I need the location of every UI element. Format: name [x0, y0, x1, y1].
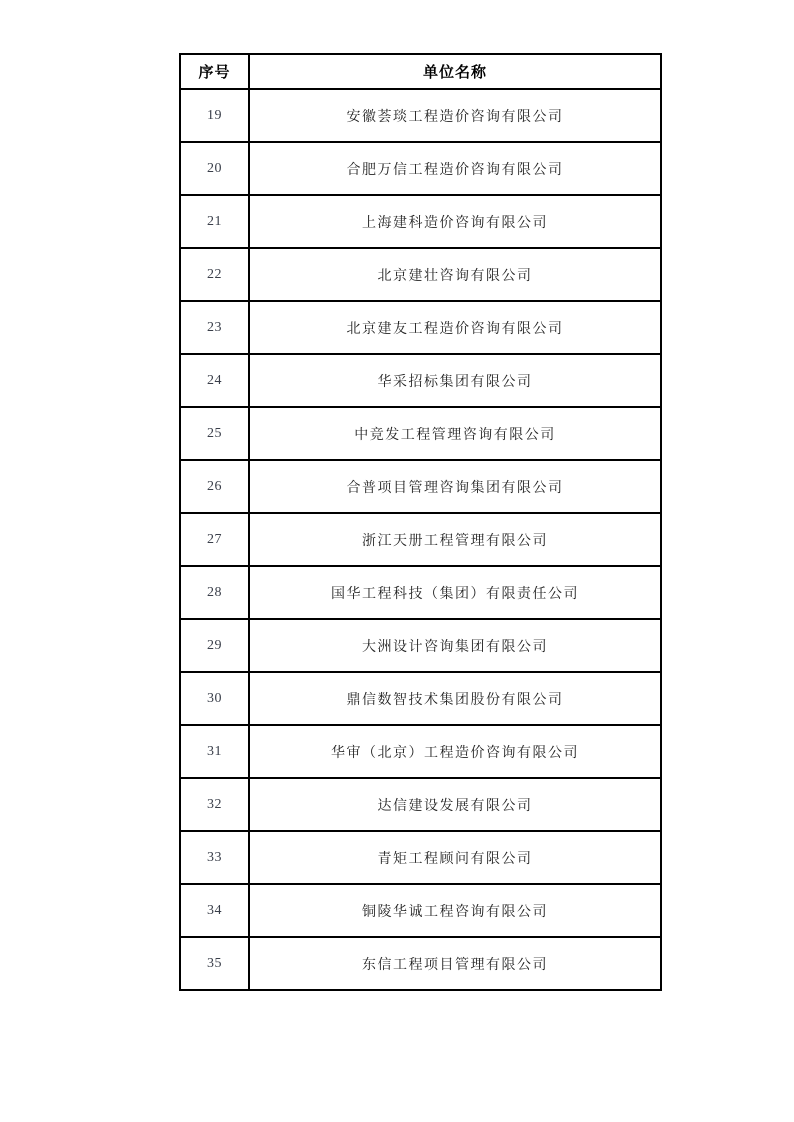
company-name-cell: 上海建科造价咨询有限公司	[249, 195, 661, 248]
company-name-cell: 国华工程科技（集团）有限责任公司	[249, 566, 661, 619]
company-name-cell: 东信工程项目管理有限公司	[249, 937, 661, 990]
company-name-cell: 安徽荟琰工程造价咨询有限公司	[249, 89, 661, 142]
table-row	[180, 301, 661, 354]
row-index-cell: 24	[180, 354, 249, 407]
company-name-cell: 华审（北京）工程造价咨询有限公司	[249, 725, 661, 778]
row-index-cell: 20	[180, 142, 249, 195]
table-row	[180, 619, 661, 672]
row-index-cell: 28	[180, 566, 249, 619]
row-index-cell: 19	[180, 89, 249, 142]
company-name-cell: 青矩工程顾问有限公司	[249, 831, 661, 884]
row-index-cell: 30	[180, 672, 249, 725]
row-index-cell: 21	[180, 195, 249, 248]
company-table	[179, 53, 662, 991]
table-row	[180, 89, 661, 142]
row-index-cell: 25	[180, 407, 249, 460]
table-row	[180, 248, 661, 301]
company-name-cell: 华采招标集团有限公司	[249, 354, 661, 407]
table-row	[180, 566, 661, 619]
table-row	[180, 354, 661, 407]
row-index-cell: 33	[180, 831, 249, 884]
row-index-cell: 35	[180, 937, 249, 990]
table-row	[180, 195, 661, 248]
company-name-cell: 铜陵华诚工程咨询有限公司	[249, 884, 661, 937]
column-header-name: 单位名称	[249, 54, 661, 89]
company-name-cell: 鼎信数智技术集团股份有限公司	[249, 672, 661, 725]
row-index-cell: 32	[180, 778, 249, 831]
table-header-row	[180, 54, 661, 89]
company-name-cell: 北京建壮咨询有限公司	[249, 248, 661, 301]
table-row	[180, 831, 661, 884]
row-index-cell: 27	[180, 513, 249, 566]
table-row	[180, 937, 661, 990]
table-row	[180, 725, 661, 778]
table-row	[180, 460, 661, 513]
row-index-cell: 29	[180, 619, 249, 672]
company-name-cell: 达信建设发展有限公司	[249, 778, 661, 831]
table-row	[180, 407, 661, 460]
company-name-cell: 浙江天册工程管理有限公司	[249, 513, 661, 566]
table-row	[180, 672, 661, 725]
company-name-cell: 中竞发工程管理咨询有限公司	[249, 407, 661, 460]
row-index-cell: 26	[180, 460, 249, 513]
company-name-cell: 北京建友工程造价咨询有限公司	[249, 301, 661, 354]
row-index-cell: 22	[180, 248, 249, 301]
row-index-cell: 23	[180, 301, 249, 354]
row-index-cell: 34	[180, 884, 249, 937]
table-row	[180, 884, 661, 937]
table-row	[180, 513, 661, 566]
table-row	[180, 142, 661, 195]
column-header-index: 序号	[180, 54, 249, 89]
row-index-cell: 31	[180, 725, 249, 778]
table-row	[180, 778, 661, 831]
company-name-cell: 大洲设计咨询集团有限公司	[249, 619, 661, 672]
company-name-cell: 合肥万信工程造价咨询有限公司	[249, 142, 661, 195]
company-name-cell: 合普项目管理咨询集团有限公司	[249, 460, 661, 513]
table-body	[180, 89, 661, 990]
